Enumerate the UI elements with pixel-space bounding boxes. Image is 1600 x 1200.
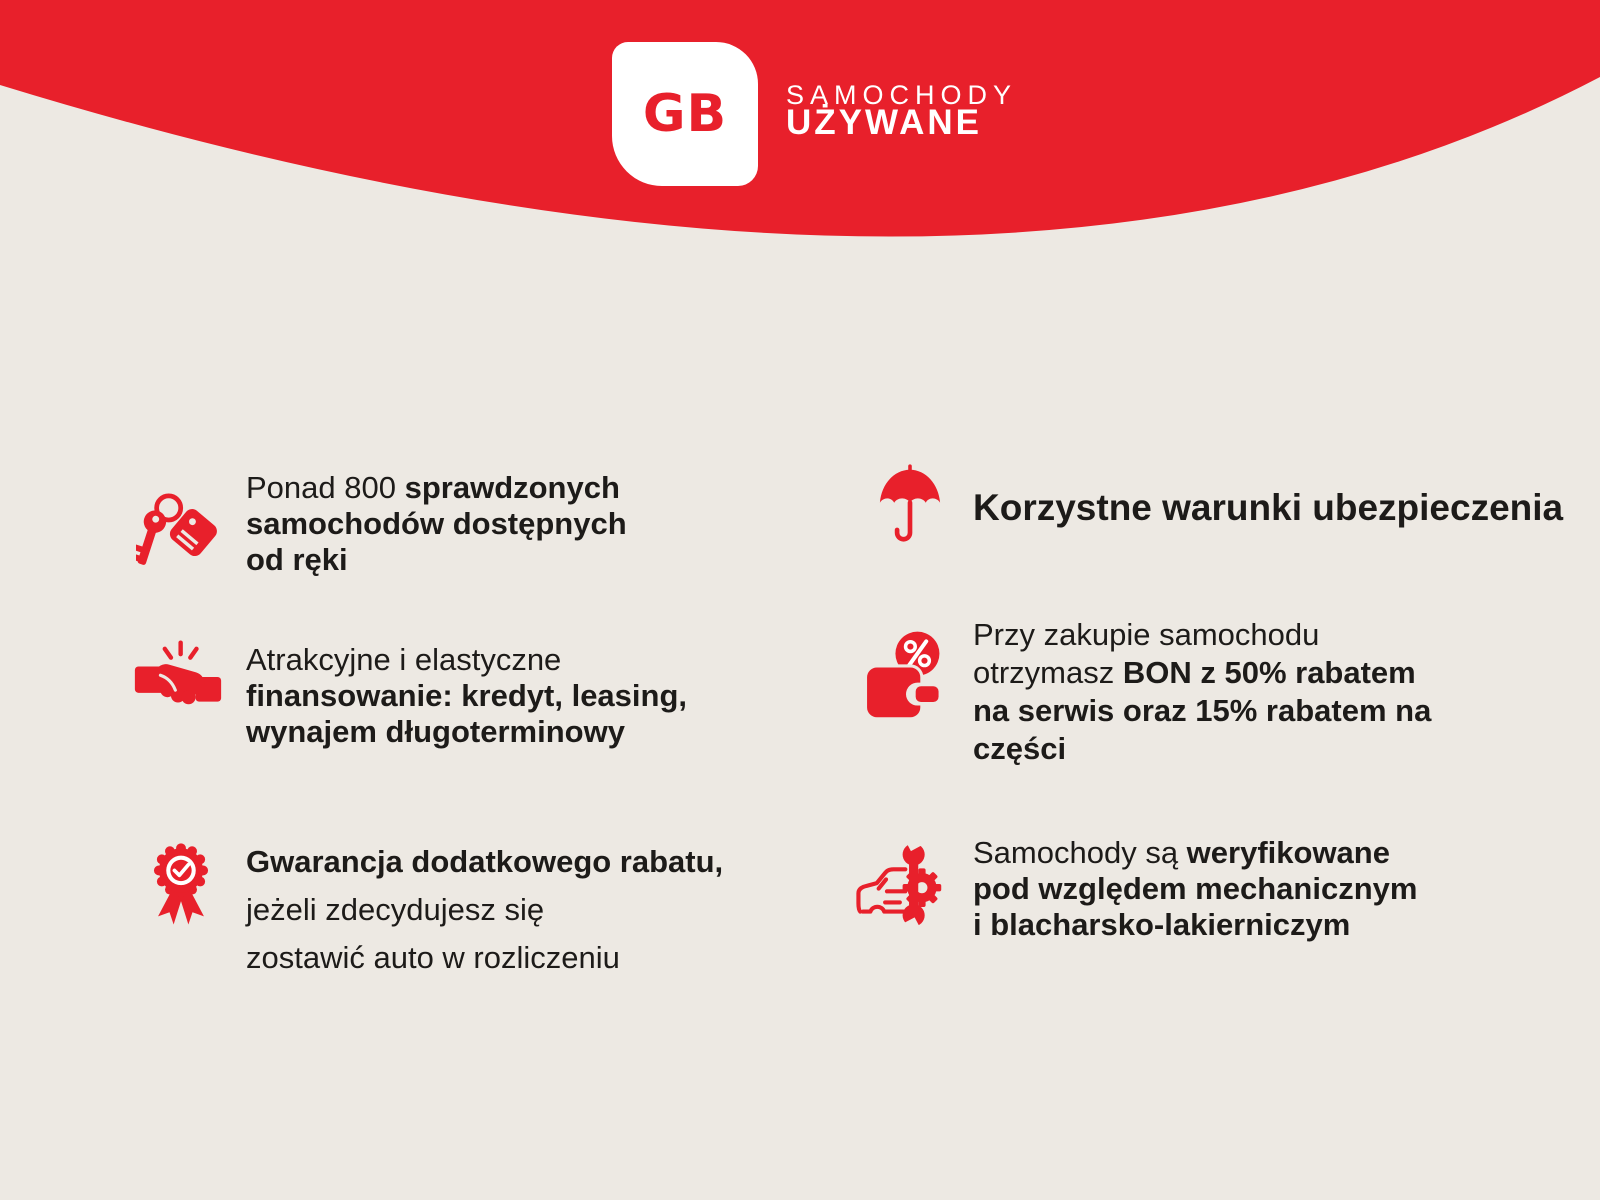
feature-text-regular: otrzymasz: [973, 655, 1123, 690]
feature-text-regular: Ponad 800: [246, 470, 405, 505]
feature-text-bold: na serwis oraz 15% rabatem na: [973, 693, 1432, 728]
feature-text-bold: Gwarancja dodatkowego rabatu,: [246, 844, 724, 879]
feature-text-line: [246, 678, 687, 714]
car-keys-tag-icon: [136, 486, 222, 578]
gb-logo-text: GB: [642, 84, 728, 144]
feature-text-regular: zostawić auto w rozliczeniu: [246, 940, 620, 975]
feature-text-line: [973, 616, 1431, 654]
umbrella-icon: [874, 464, 946, 550]
wallet-percent-icon: [862, 628, 950, 740]
feature-text-regular: Przy zakupie samochodu: [973, 617, 1320, 652]
feature-text-line: [973, 730, 1431, 768]
feature-text-line: [973, 871, 1417, 907]
feature-text-line: [246, 506, 627, 542]
feature-text-bold: i blacharsko-lakierniczym: [973, 907, 1351, 942]
feature-text-line: [246, 470, 627, 506]
gb-logo-mark: [612, 42, 758, 186]
feature-text-checked-cars: [246, 470, 627, 578]
feature-text-bold: części: [973, 731, 1067, 766]
feature-text-bold: weryfikowane: [1186, 835, 1390, 870]
car-wrench-icon: [852, 838, 944, 930]
feature-text-insurance: [973, 487, 1563, 529]
feature-text-regular: jeżeli zdecydujesz się: [246, 892, 545, 927]
feature-text-discount-guarantee: [246, 838, 723, 982]
feature-text-bold: pod względem mechanicznym: [973, 871, 1418, 906]
brand-tagline-line2: UŻYWANE: [786, 103, 982, 142]
feature-text-bold: sprawdzonych: [404, 470, 620, 505]
feature-text-regular: Samochody są: [973, 835, 1187, 870]
feature-text-financing: [246, 642, 687, 750]
feature-text-bold: od ręki: [246, 542, 348, 577]
feature-text-bold: BON z 50% rabatem: [1122, 655, 1416, 690]
feature-text-line: [246, 714, 687, 750]
feature-text-line: [246, 542, 627, 578]
feature-text-line: [973, 835, 1417, 871]
feature-text-line: [973, 487, 1563, 529]
feature-text-line: [246, 642, 687, 678]
feature-text-line: [246, 934, 723, 982]
feature-text-service-bonus: [973, 616, 1431, 768]
feature-text-line: [973, 907, 1417, 943]
feature-text-line: [246, 838, 723, 886]
feature-text-regular: Atrakcyjne i elastyczne: [246, 642, 562, 677]
feature-text-line: [246, 886, 723, 934]
feature-text-bold: finansowanie: kredyt, leasing,: [246, 678, 688, 713]
feature-text-line: [973, 654, 1431, 692]
feature-text-bold: wynajem długoterminowy: [246, 714, 625, 749]
feature-text-bold: samochodów dostępnych: [246, 506, 627, 541]
feature-text-verification: [973, 835, 1417, 943]
handshake-icon: [134, 636, 222, 718]
feature-text-line: [973, 692, 1431, 730]
feature-text-bold: Korzystne warunki ubezpieczenia: [973, 487, 1564, 528]
award-badge-icon: [140, 836, 222, 936]
brand-tagline-line1: SAMOCHODY: [786, 80, 1018, 110]
